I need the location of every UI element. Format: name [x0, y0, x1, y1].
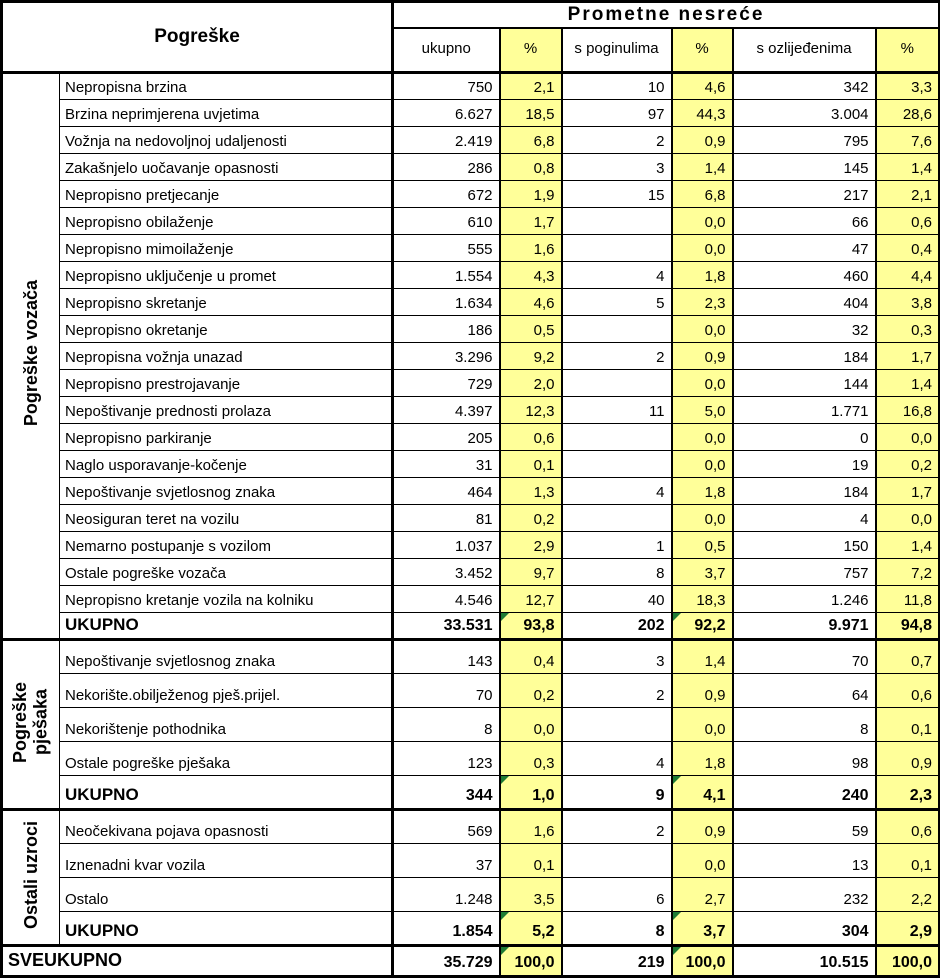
value-cell [562, 207, 672, 234]
value-cell: 0,0 [876, 504, 940, 531]
row-label: Nepropisno prestrojavanje [60, 369, 393, 396]
value-cell: 59 [733, 809, 876, 843]
grand-total-label: SVEUKUPNO [2, 945, 393, 976]
value-cell: 11,8 [876, 585, 940, 612]
value-cell: 3.296 [393, 342, 500, 369]
value-cell: 2.419 [393, 126, 500, 153]
value-cell: 569 [393, 809, 500, 843]
table-row [2, 504, 940, 531]
value-cell: 1,9 [500, 180, 562, 207]
cell-marker-triangle-icon [673, 912, 681, 920]
section-total-row [2, 612, 940, 639]
value-cell: 31 [393, 450, 500, 477]
value-cell: 2,2 [876, 877, 940, 911]
value-cell: 4 [733, 504, 876, 531]
value-cell: 0,0 [672, 207, 733, 234]
value-cell: 3,3 [876, 72, 940, 99]
value-cell: 18,3 [672, 585, 733, 612]
table-row [2, 396, 940, 423]
value-cell: 94,8 [876, 612, 940, 639]
value-cell [562, 234, 672, 261]
value-cell: 1,4 [876, 369, 940, 396]
section-total-row [2, 775, 940, 809]
row-label: Neosiguran teret na vozilu [60, 504, 393, 531]
value-cell: 1,4 [876, 153, 940, 180]
value-cell: 202 [562, 612, 672, 639]
value-cell: 9,2 [500, 342, 562, 369]
value-cell: 18,5 [500, 99, 562, 126]
value-cell: 1.037 [393, 531, 500, 558]
value-cell: 404 [733, 288, 876, 315]
value-cell: 9.971 [733, 612, 876, 639]
table-row [2, 423, 940, 450]
value-cell [562, 504, 672, 531]
value-cell: 0,0 [672, 234, 733, 261]
value-cell: 0,0 [672, 707, 733, 741]
value-cell: 35.729 [393, 945, 500, 976]
section-group-cell [2, 639, 60, 809]
column-header-pct-3: % [876, 28, 940, 72]
value-cell: 7,6 [876, 126, 940, 153]
value-cell: 4.546 [393, 585, 500, 612]
value-cell: 1.246 [733, 585, 876, 612]
value-cell: 2,1 [500, 72, 562, 99]
value-cell: 464 [393, 477, 500, 504]
column-header-s-ozlijedenima: s ozlijeđenima [733, 28, 876, 72]
table-row [2, 153, 940, 180]
value-cell: 0,0 [672, 450, 733, 477]
row-label: Naglo usporavanje-kočenje [60, 450, 393, 477]
table-row [2, 558, 940, 585]
value-cell: 0,9 [672, 342, 733, 369]
column-header-pct-1: % [500, 28, 562, 72]
value-cell: 2 [562, 126, 672, 153]
row-label: Ostalo [60, 877, 393, 911]
value-cell: 97 [562, 99, 672, 126]
table-row [2, 234, 940, 261]
value-cell: 0,0 [500, 707, 562, 741]
value-cell: 100,0 [500, 945, 562, 976]
value-cell: 32 [733, 315, 876, 342]
value-cell: 0,6 [876, 809, 940, 843]
value-cell: 8 [562, 911, 672, 945]
row-label: Iznenadni kvar vozila [60, 843, 393, 877]
value-cell: 1,4 [876, 531, 940, 558]
section-group-label: Pogreške vozača [20, 279, 41, 427]
row-label: Nepropisna brzina [60, 72, 393, 99]
row-label: Zakašnjelo uočavanje opasnosti [60, 153, 393, 180]
value-cell: 3 [562, 153, 672, 180]
value-cell: 4 [562, 477, 672, 504]
value-cell: 184 [733, 342, 876, 369]
value-cell: 6,8 [500, 126, 562, 153]
row-label: Nepoštivanje prednosti prolaza [60, 396, 393, 423]
value-cell [562, 450, 672, 477]
grand-total-row [2, 945, 940, 976]
value-cell: 12,3 [500, 396, 562, 423]
value-cell: 0,2 [500, 504, 562, 531]
value-cell: 11 [562, 396, 672, 423]
value-cell: 2,3 [876, 775, 940, 809]
value-cell: 3.004 [733, 99, 876, 126]
value-cell: 3,7 [672, 558, 733, 585]
value-cell: 1,4 [672, 153, 733, 180]
value-cell: 0,4 [500, 639, 562, 673]
value-cell: 3,8 [876, 288, 940, 315]
table-row [2, 315, 940, 342]
value-cell: 13 [733, 843, 876, 877]
value-cell: 81 [393, 504, 500, 531]
value-cell: 460 [733, 261, 876, 288]
value-cell: 0,6 [500, 423, 562, 450]
value-cell: 0,9 [876, 741, 940, 775]
row-label: Brzina neprimjerena uvjetima [60, 99, 393, 126]
value-cell [562, 369, 672, 396]
column-header-s-poginulima: s poginulima [562, 28, 672, 72]
value-cell: 729 [393, 369, 500, 396]
value-cell: 750 [393, 72, 500, 99]
value-cell: 1,6 [500, 234, 562, 261]
row-label: Nemarno postupanje s vozilom [60, 531, 393, 558]
row-label: Nepoštivanje svjetlosnog znaka [60, 639, 393, 673]
value-cell: 4,3 [500, 261, 562, 288]
value-cell: 3 [562, 639, 672, 673]
row-label: Nepropisno skretanje [60, 288, 393, 315]
value-cell: 143 [393, 639, 500, 673]
row-label: Nepropisno mimoilaženje [60, 234, 393, 261]
value-cell: 610 [393, 207, 500, 234]
row-label: Ostale pogreške vozača [60, 558, 393, 585]
row-label: Nepropisno uključenje u promet [60, 261, 393, 288]
value-cell: 70 [393, 673, 500, 707]
row-label: Nekorište.obilježenog pješ.prijel. [60, 673, 393, 707]
value-cell: 0,0 [672, 843, 733, 877]
section-total-row [2, 911, 940, 945]
row-label: Vožnja na nedovoljnoj udaljenosti [60, 126, 393, 153]
value-cell: 0,0 [672, 423, 733, 450]
value-cell: 0,9 [672, 809, 733, 843]
value-cell: 4 [562, 261, 672, 288]
value-cell: 1,7 [876, 477, 940, 504]
value-cell: 6 [562, 877, 672, 911]
value-cell: 1,7 [876, 342, 940, 369]
cell-marker-triangle-icon [673, 613, 681, 621]
value-cell: 70 [733, 639, 876, 673]
value-cell: 1.248 [393, 877, 500, 911]
value-cell: 304 [733, 911, 876, 945]
table-row [2, 288, 940, 315]
value-cell: 44,3 [672, 99, 733, 126]
section-group-label: Pogreške pješaka [10, 680, 51, 763]
row-label: Nepoštivanje svjetlosnog znaka [60, 477, 393, 504]
value-cell: 9,7 [500, 558, 562, 585]
value-cell: 0,8 [500, 153, 562, 180]
value-cell: 0,7 [876, 639, 940, 673]
value-cell: 1,8 [672, 477, 733, 504]
value-cell: 0,1 [500, 450, 562, 477]
value-cell: 4,4 [876, 261, 940, 288]
value-cell: 12,7 [500, 585, 562, 612]
table-row [2, 126, 940, 153]
cell-marker-triangle-icon [501, 776, 509, 784]
value-cell: 0,0 [876, 423, 940, 450]
accidents-title-header: Prometne nesreće [393, 2, 940, 29]
section-group-cell [2, 809, 60, 945]
table-row [2, 477, 940, 504]
value-cell: 0,3 [876, 315, 940, 342]
value-cell: 123 [393, 741, 500, 775]
value-cell: 0,9 [672, 126, 733, 153]
value-cell: 6,8 [672, 180, 733, 207]
table-row [2, 843, 940, 877]
value-cell: 1,3 [500, 477, 562, 504]
value-cell: 150 [733, 531, 876, 558]
value-cell: 3,7 [672, 911, 733, 945]
value-cell: 0 [733, 423, 876, 450]
value-cell: 93,8 [500, 612, 562, 639]
value-cell [562, 707, 672, 741]
value-cell: 4 [562, 741, 672, 775]
table-row [2, 673, 940, 707]
table-row [2, 585, 940, 612]
value-cell: 19 [733, 450, 876, 477]
table-title-row [2, 2, 940, 29]
value-cell: 1,8 [672, 261, 733, 288]
errors-column-header: Pogreške [2, 2, 393, 73]
value-cell [562, 423, 672, 450]
cell-marker-triangle-icon [501, 613, 509, 621]
value-cell: 8 [393, 707, 500, 741]
value-cell: 240 [733, 775, 876, 809]
value-cell: 1,8 [672, 741, 733, 775]
value-cell: 145 [733, 153, 876, 180]
value-cell: 2,7 [672, 877, 733, 911]
value-cell: 186 [393, 315, 500, 342]
value-cell: 98 [733, 741, 876, 775]
value-cell: 0,1 [500, 843, 562, 877]
value-cell: 184 [733, 477, 876, 504]
column-header-pct-2: % [672, 28, 733, 72]
value-cell: 7,2 [876, 558, 940, 585]
table-row [2, 809, 940, 843]
value-cell: 0,6 [876, 207, 940, 234]
section-group-cell [2, 72, 60, 639]
value-cell: 0,1 [876, 707, 940, 741]
value-cell: 0,0 [672, 315, 733, 342]
value-cell: 5,2 [500, 911, 562, 945]
table-row [2, 741, 940, 775]
value-cell [562, 843, 672, 877]
value-cell: 1.771 [733, 396, 876, 423]
table-row [2, 99, 940, 126]
row-label: Neočekivana pojava opasnosti [60, 809, 393, 843]
value-cell: 10 [562, 72, 672, 99]
value-cell: 0,6 [876, 673, 940, 707]
table-row [2, 450, 940, 477]
value-cell: 100,0 [672, 945, 733, 976]
value-cell: 2,9 [876, 911, 940, 945]
value-cell: 1.634 [393, 288, 500, 315]
value-cell: 0,9 [672, 673, 733, 707]
value-cell: 0,5 [500, 315, 562, 342]
value-cell: 66 [733, 207, 876, 234]
value-cell: 0,2 [500, 673, 562, 707]
value-cell: 37 [393, 843, 500, 877]
table-row [2, 207, 940, 234]
value-cell: 1.554 [393, 261, 500, 288]
table-row [2, 342, 940, 369]
value-cell: 0,0 [672, 504, 733, 531]
table-row [2, 639, 940, 673]
table-row [2, 877, 940, 911]
value-cell: 795 [733, 126, 876, 153]
section-total-label: UKUPNO [60, 911, 393, 945]
row-label: Nepropisna vožnja unazad [60, 342, 393, 369]
value-cell: 3,5 [500, 877, 562, 911]
value-cell: 2 [562, 342, 672, 369]
section-total-label: UKUPNO [60, 612, 393, 639]
cell-marker-triangle-icon [673, 947, 681, 955]
value-cell: 2,1 [876, 180, 940, 207]
value-cell: 28,6 [876, 99, 940, 126]
value-cell: 342 [733, 72, 876, 99]
cell-marker-triangle-icon [501, 947, 509, 955]
value-cell: 232 [733, 877, 876, 911]
cell-marker-triangle-icon [673, 776, 681, 784]
value-cell: 672 [393, 180, 500, 207]
value-cell: 2,9 [500, 531, 562, 558]
table-row [2, 531, 940, 558]
value-cell: 205 [393, 423, 500, 450]
value-cell: 100,0 [876, 945, 940, 976]
row-label: Nepropisno obilaženje [60, 207, 393, 234]
value-cell: 0,3 [500, 741, 562, 775]
row-label: Nepropisno pretjecanje [60, 180, 393, 207]
value-cell: 4.397 [393, 396, 500, 423]
value-cell: 10.515 [733, 945, 876, 976]
value-cell: 0,2 [876, 450, 940, 477]
value-cell: 33.531 [393, 612, 500, 639]
value-cell: 4,6 [672, 72, 733, 99]
value-cell: 286 [393, 153, 500, 180]
value-cell: 2,3 [672, 288, 733, 315]
value-cell: 2 [562, 809, 672, 843]
value-cell: 4,1 [672, 775, 733, 809]
value-cell: 8 [733, 707, 876, 741]
value-cell: 5 [562, 288, 672, 315]
value-cell: 0,1 [876, 843, 940, 877]
section-total-label: UKUPNO [60, 775, 393, 809]
value-cell: 1.854 [393, 911, 500, 945]
value-cell: 219 [562, 945, 672, 976]
row-label: Ostale pogreške pješaka [60, 741, 393, 775]
value-cell: 0,0 [672, 369, 733, 396]
cell-marker-triangle-icon [501, 912, 509, 920]
row-label: Nepropisno parkiranje [60, 423, 393, 450]
value-cell: 5,0 [672, 396, 733, 423]
value-cell: 16,8 [876, 396, 940, 423]
value-cell: 555 [393, 234, 500, 261]
value-cell [562, 315, 672, 342]
value-cell: 8 [562, 558, 672, 585]
value-cell: 3.452 [393, 558, 500, 585]
row-label: Nekorištenje pothodnika [60, 707, 393, 741]
value-cell: 217 [733, 180, 876, 207]
value-cell: 344 [393, 775, 500, 809]
value-cell: 9 [562, 775, 672, 809]
value-cell: 4,6 [500, 288, 562, 315]
section-group-label: Ostali uzroci [20, 820, 41, 929]
row-label: Nepropisno okretanje [60, 315, 393, 342]
value-cell: 2 [562, 673, 672, 707]
table-row [2, 369, 940, 396]
value-cell: 2,0 [500, 369, 562, 396]
table-row [2, 72, 940, 99]
table-row [2, 707, 940, 741]
value-cell: 40 [562, 585, 672, 612]
value-cell: 6.627 [393, 99, 500, 126]
value-cell: 1,7 [500, 207, 562, 234]
value-cell: 0,5 [672, 531, 733, 558]
value-cell: 1,4 [672, 639, 733, 673]
table-row [2, 180, 940, 207]
value-cell: 757 [733, 558, 876, 585]
column-header-ukupno: ukupno [393, 28, 500, 72]
value-cell: 92,2 [672, 612, 733, 639]
value-cell: 1 [562, 531, 672, 558]
value-cell: 1,6 [500, 809, 562, 843]
table-row [2, 261, 940, 288]
value-cell: 15 [562, 180, 672, 207]
value-cell: 144 [733, 369, 876, 396]
value-cell: 0,4 [876, 234, 940, 261]
value-cell: 47 [733, 234, 876, 261]
value-cell: 64 [733, 673, 876, 707]
value-cell: 1,0 [500, 775, 562, 809]
row-label: Nepropisno kretanje vozila na kolniku [60, 585, 393, 612]
